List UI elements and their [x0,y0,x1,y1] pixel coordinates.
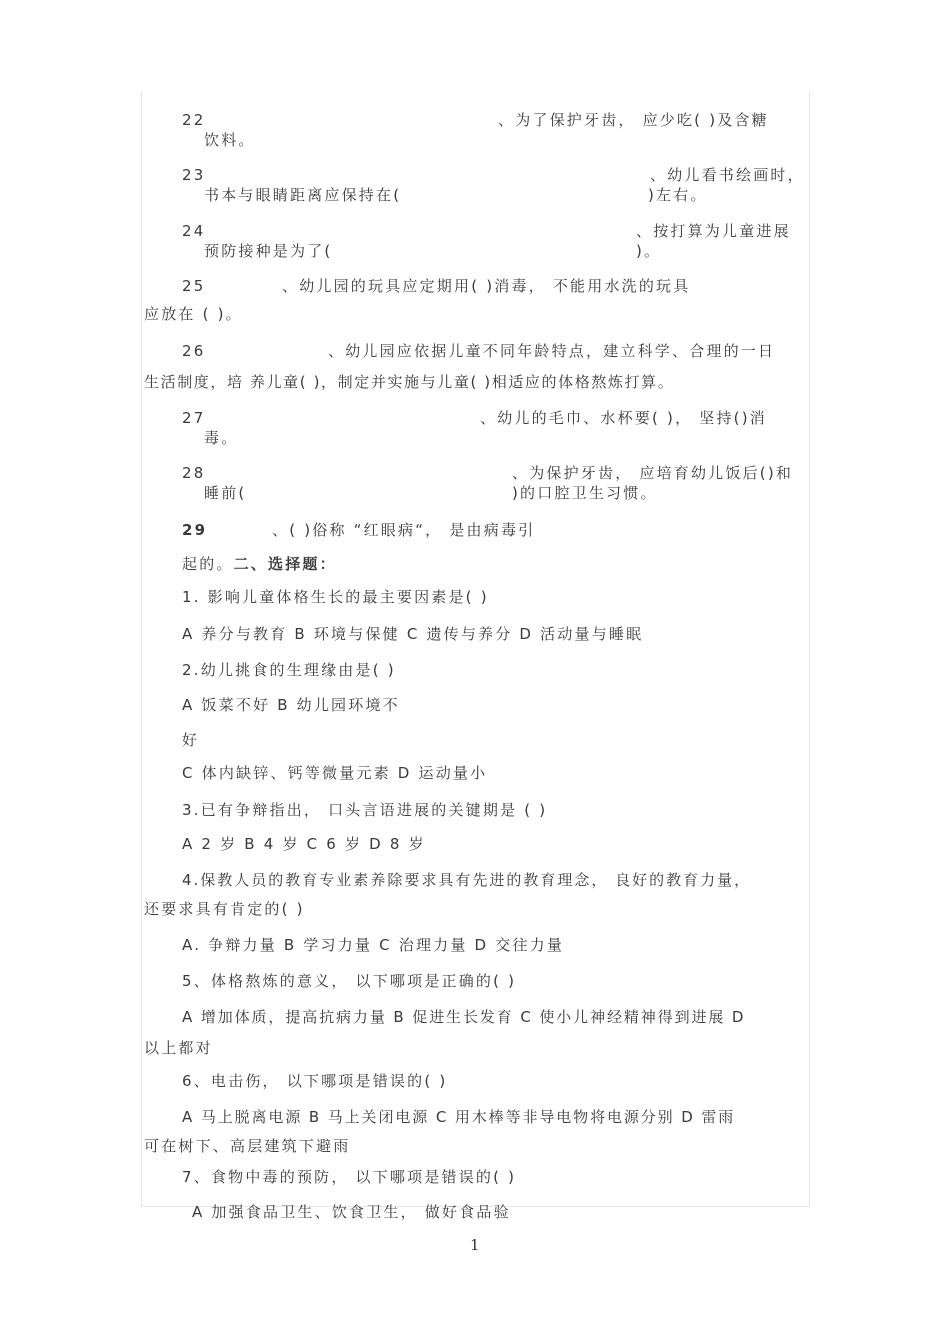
q29-number: 29 [182,521,208,539]
q25-number: 25 [182,277,206,295]
q27-cont: 毒。 [204,429,239,447]
q28-cont-b: )的口腔卫生习惯。 [512,484,658,502]
choice-q3-options: A 2 岁 B 4 岁 C 6 岁 D 8 岁 [182,835,426,853]
choice-q4-cont: 还要求具有肯定的( ) [144,900,305,918]
choice-q2-options-c: C 体内缺锌、钙等微量元素 D 运动量小 [182,764,488,782]
choice-q2-options-b: 好 [182,731,200,749]
choice-q4-options: A. 争辩力量 B 学习力量 C 治理力量 D 交往力量 [182,936,565,954]
q24-cont-a: 预防接种是为了( [204,242,333,260]
q27-text: 、幼儿的毛巾、水杯要( )， 坚持()消 [480,409,767,427]
q29-text: 、( )俗称 “红眼病“， 是由病毒引 [272,521,536,539]
q26-text: 、幼儿园应依据儿童不同年龄特点，建立科学、合理的一日 [328,342,776,360]
q29-cont [182,554,337,574]
q23-cont-b: )左右。 [648,186,708,204]
section-heading: 二、选择题： [233,555,337,573]
choice-q6-options: A 马上脱离电源 B 马上关闭电源 C 用木棒等非导电物将电源分别 D 雷雨 [182,1108,736,1126]
page-number: 1 [470,1236,480,1254]
q27-number: 27 [182,409,206,427]
q28-cont-a: 睡前( [204,484,247,502]
choice-q5-options: A 增加体质，提高抗病力量 B 促进生长发育 C 使小儿神经精神得到进展 D [182,1008,746,1026]
choice-q4: 4.保教人员的教育专业素养除要求具有先进的教育理念， 良好的教育力量， [182,871,752,889]
q25-text: 、幼儿园的玩具应定期用( )消毒， 不能用水洗的玩具 [282,277,691,295]
choice-q3: 3.已有争辩指出， 口头言语进展的关键期是 ( ) [182,801,548,819]
choice-q7: 7、食物中毒的预防， 以下哪项是错误的( ) [182,1168,517,1186]
q22-number: 22 [182,111,206,129]
q26-cont: 生活制度，培 养儿童( )，制定并实施与儿童( )相适应的体格熬炼打算。 [144,373,675,391]
q22-text: 、为了保护牙齿， 应少吃( )及含糖 [498,111,769,129]
q24-cont-b: )。 [636,242,662,260]
q26-number: 26 [182,342,206,360]
choice-q2-options-a: A 饭菜不好 B 幼儿园环境不 [182,696,400,714]
choice-q2: 2.幼儿挑食的生理缘由是( ) [182,661,396,679]
q24-number: 24 [182,222,206,240]
q25-cont: 应放在 ( )。 [144,305,243,323]
q23-text: 、幼儿看书绘画时， [650,166,805,184]
choice-q1: 1. 影响儿童体格生长的最主要因素是( ) [182,588,489,606]
choice-q6: 6、电击伤， 以下哪项是错误的( ) [182,1072,448,1090]
choice-q7-options: A 加强食品卫生、饮食卫生， 做好食品验 [192,1203,511,1221]
q28-text: 、为保护牙齿， 应培育幼儿饭后()和 [512,464,794,482]
choice-q5-options-cont: 以上都对 [144,1039,213,1057]
choice-q6-options-cont: 可在树下、高层建筑下避雨 [144,1137,351,1155]
q23-cont-a: 书本与眼睛距离应保持在( [204,186,402,204]
choice-q1-options: A 养分与教育 B 环境与保健 C 遗传与养分 D 活动量与睡眠 [182,625,644,643]
q28-number: 28 [182,464,206,482]
choice-q5: 5、体格熬炼的意义， 以下哪项是正确的( ) [182,972,517,990]
q23-number: 23 [182,166,206,184]
q22-cont: 饮料。 [204,131,256,149]
q24-text: 、按打算为儿童进展 [636,222,791,240]
q29-cont-text: 起的。 [182,555,234,573]
